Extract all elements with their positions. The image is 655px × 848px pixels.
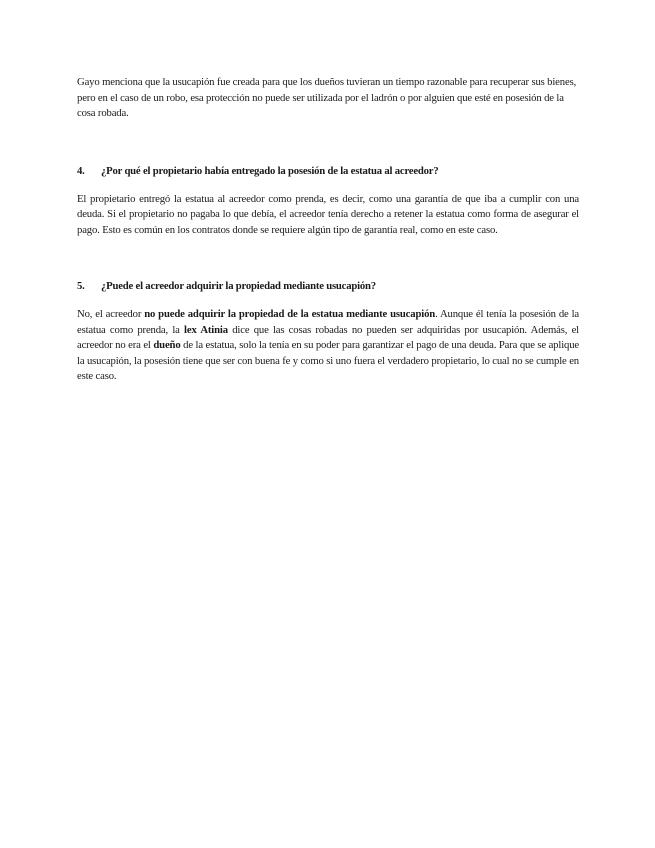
answer-text-segment: dice que las cosas robadas no pueden ser adquiridas por usucapión. Además, el acreedor no era el xyxy=(77,323,579,351)
section-5-answer xyxy=(77,307,579,385)
answer-text-segment: No, el acreedor xyxy=(77,308,145,320)
section-5-number: 5. xyxy=(77,280,85,292)
section-4-answer: El propietario entregó la estatua al acreedor como prenda, es decir, como una garantía de que iba a cumplir con una deuda. Si el propietario no pagaba lo que debía, el acreedor tenía derecho a retener la estatua como forma de asegurar el pago. Esto es común en los contratos donde se requiere algún tipo de garantía real, como en este caso. xyxy=(77,192,579,236)
section-5-question: ¿Puede el acreedor adquirir la propiedad mediante usucapión? xyxy=(101,280,376,292)
answer-text-segment: . Aunque él tenía la posesión de la estatua como prenda, la xyxy=(77,308,579,336)
intro-paragraph: Gayo menciona que la usucapión fue creada para que los dueños tuvieran un tiempo razonable para recuperar sus bienes, pero en el caso de un robo, esa protección no puede ser utilizada por el ladrón o por alguien que esté en posesión de la cosa robada. xyxy=(77,76,577,119)
answer-bold-segment: dueño xyxy=(153,339,181,351)
answer-bold-segment: no puede adquirir la propiedad de la estatua mediante usucapión xyxy=(144,308,436,320)
answer-bold-segment: lex Atinia xyxy=(184,323,228,336)
section-4-heading xyxy=(77,164,579,179)
section-5-heading xyxy=(77,279,579,294)
document-body xyxy=(77,75,579,385)
answer-text-segment: de la estatua, solo la tenía en su poder para garantizar el pago de una deuda. Para que se aplique la usucapión, la posesión tiene que ser con buena fe y como si uno fuera el verdadero propietario, lo cual no se cumple en este caso. xyxy=(77,339,579,382)
section-4-number: 4. xyxy=(77,164,85,177)
section-4-question: ¿Por qué el propietario había entregado la posesión de la estatua al acreedor? xyxy=(101,164,439,177)
